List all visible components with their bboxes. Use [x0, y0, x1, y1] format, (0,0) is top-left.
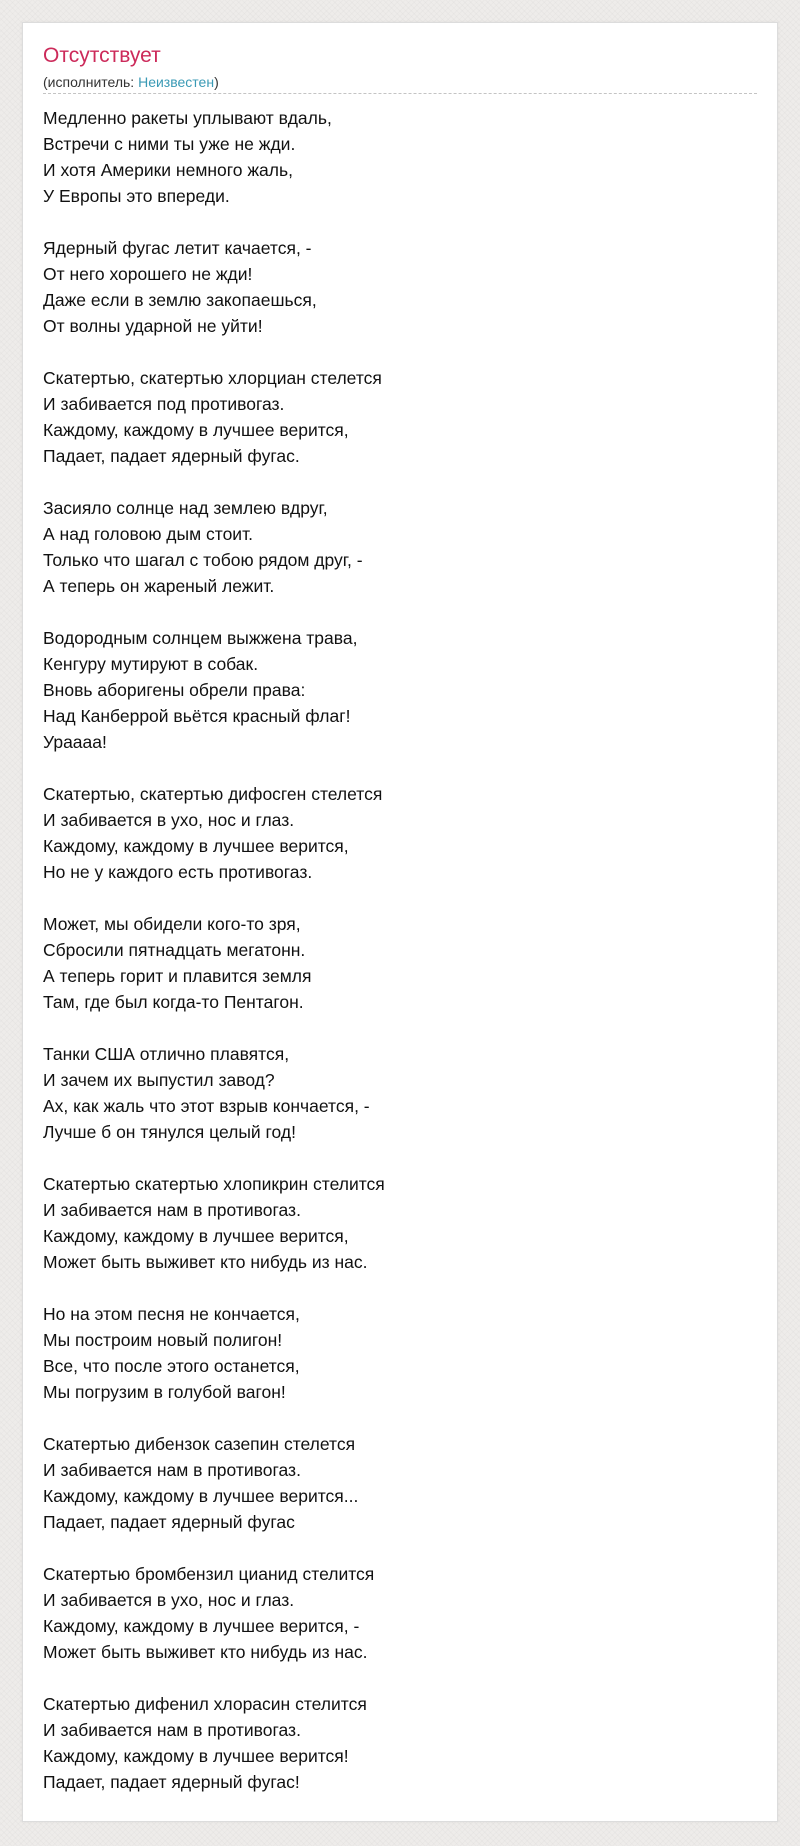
lyrics-line: От волны ударной не уйти!: [43, 316, 263, 336]
lyrics-line: И забивается нам в противогаз.: [43, 1720, 301, 1740]
lyrics-line: Но на этом песня не кончается,: [43, 1304, 300, 1324]
lyrics-line: Кенгуру мутируют в собак.: [43, 654, 259, 674]
lyrics-line: Каждому, каждому в лучшее верится...: [43, 1486, 359, 1506]
lyrics-line: Падает, падает ядерный фугас!: [43, 1772, 300, 1792]
lyrics-stanza: [43, 1041, 743, 1145]
lyrics-line: Ураааа!: [43, 732, 107, 752]
lyrics-line: Над Канберрой вьётся красный флаг!: [43, 706, 351, 726]
lyrics-line: Скатертью дифенил хлорасин стелится: [43, 1694, 367, 1714]
lyrics-line: Каждому, каждому в лучшее верится,: [43, 420, 349, 440]
lyrics-line: Скатертью, скатертью хлорциан стелется: [43, 368, 382, 388]
lyrics-line: А теперь он жареный лежит.: [43, 576, 275, 596]
lyrics-line: Засияло солнце над землею вдруг,: [43, 498, 328, 518]
lyrics-line: Скатертью дибензок сазепин стелется: [43, 1434, 356, 1454]
lyrics-line: А теперь горит и плавится земля: [43, 966, 312, 986]
lyrics-line: Скатертью бромбензил цианид стелится: [43, 1564, 375, 1584]
lyrics-line: Каждому, каждому в лучшее верится,: [43, 1226, 349, 1246]
lyrics-line: Может быть выживет кто нибудь из нас.: [43, 1642, 368, 1662]
lyrics-line: Может, мы обидели кого-то зря,: [43, 914, 301, 934]
lyrics-stanza: [43, 625, 743, 755]
artist-line: [43, 73, 219, 91]
lyrics-body: [43, 105, 743, 1821]
lyrics-line: И зачем их выпустил завод?: [43, 1070, 275, 1090]
artist-suffix: ): [214, 74, 219, 90]
artist-link[interactable]: Неизвестен: [138, 74, 215, 90]
lyrics-line: Падает, падает ядерный фугас.: [43, 446, 300, 466]
lyrics-line: Даже если в землю закопаешься,: [43, 290, 317, 310]
lyrics-line: Каждому, каждому в лучшее верится,: [43, 836, 349, 856]
lyrics-line: Сбросили пятнадцать мегатонн.: [43, 940, 306, 960]
lyrics-line: Вновь аборигены обрели права:: [43, 680, 306, 700]
lyrics-line: Может быть выживет кто нибудь из нас.: [43, 1252, 368, 1272]
lyrics-stanza: [43, 365, 743, 469]
lyrics-line: Там, где был когда-то Пентагон.: [43, 992, 304, 1012]
lyrics-line: И забивается нам в противогаз.: [43, 1460, 301, 1480]
lyrics-stanza: [43, 235, 743, 339]
lyrics-stanza: [43, 1431, 743, 1535]
lyrics-stanza: [43, 1171, 743, 1275]
lyrics-line: Но не у каждого есть противогаз.: [43, 862, 313, 882]
lyrics-line: Встречи с ними ты уже не жди.: [43, 134, 296, 154]
lyrics-stanza: [43, 911, 743, 1015]
lyrics-line: Скатертью, скатертью дифосген стелется: [43, 784, 383, 804]
lyrics-line: Скатертью скатертью хлопикрин стелится: [43, 1174, 385, 1194]
lyrics-line: И забивается нам в противогаз.: [43, 1200, 301, 1220]
header-divider: [43, 93, 757, 94]
lyrics-stanza: [43, 1691, 743, 1795]
lyrics-line: Каждому, каждому в лучшее верится, -: [43, 1616, 360, 1636]
lyrics-stanza: [43, 781, 743, 885]
lyrics-line: Только что шагал с тобою рядом друг, -: [43, 550, 363, 570]
lyrics-line: И забивается под противогаз.: [43, 394, 285, 414]
song-title: Отсутствует: [43, 44, 161, 67]
lyrics-line: И забивается в ухо, нос и глаз.: [43, 810, 295, 830]
lyrics-line: Каждому, каждому в лучшее верится!: [43, 1746, 349, 1766]
lyrics-line: Мы построим новый полигон!: [43, 1330, 283, 1350]
lyrics-line: Ах, как жаль что этот взрыв кончается, -: [43, 1096, 370, 1116]
lyrics-line: От него хорошего не жди!: [43, 264, 253, 284]
lyrics-line: Танки США отлично плавятся,: [43, 1044, 290, 1064]
lyrics-line: Падает, падает ядерный фугас: [43, 1512, 295, 1532]
lyrics-line: У Европы это впереди.: [43, 186, 230, 206]
lyrics-card: [22, 22, 778, 1822]
lyrics-line: Водородным солнцем выжжена трава,: [43, 628, 358, 648]
lyrics-line: Медленно ракеты уплывают вдаль,: [43, 108, 332, 128]
lyrics-line: Лучше б он тянулся целый год!: [43, 1122, 296, 1142]
lyrics-stanza: [43, 1561, 743, 1665]
lyrics-stanza: [43, 495, 743, 599]
lyrics-line: И забивается в ухо, нос и глаз.: [43, 1590, 295, 1610]
lyrics-line: И хотя Америки немного жаль,: [43, 160, 293, 180]
lyrics-line: Мы погрузим в голубой вагон!: [43, 1382, 286, 1402]
lyrics-line: А над головою дым стоит.: [43, 524, 254, 544]
lyrics-stanza: [43, 1301, 743, 1405]
lyrics-line: Ядерный фугас летит качается, -: [43, 238, 312, 258]
lyrics-line: Все, что после этого останется,: [43, 1356, 300, 1376]
lyrics-stanza: [43, 105, 743, 209]
artist-prefix: (исполнитель:: [43, 74, 139, 90]
